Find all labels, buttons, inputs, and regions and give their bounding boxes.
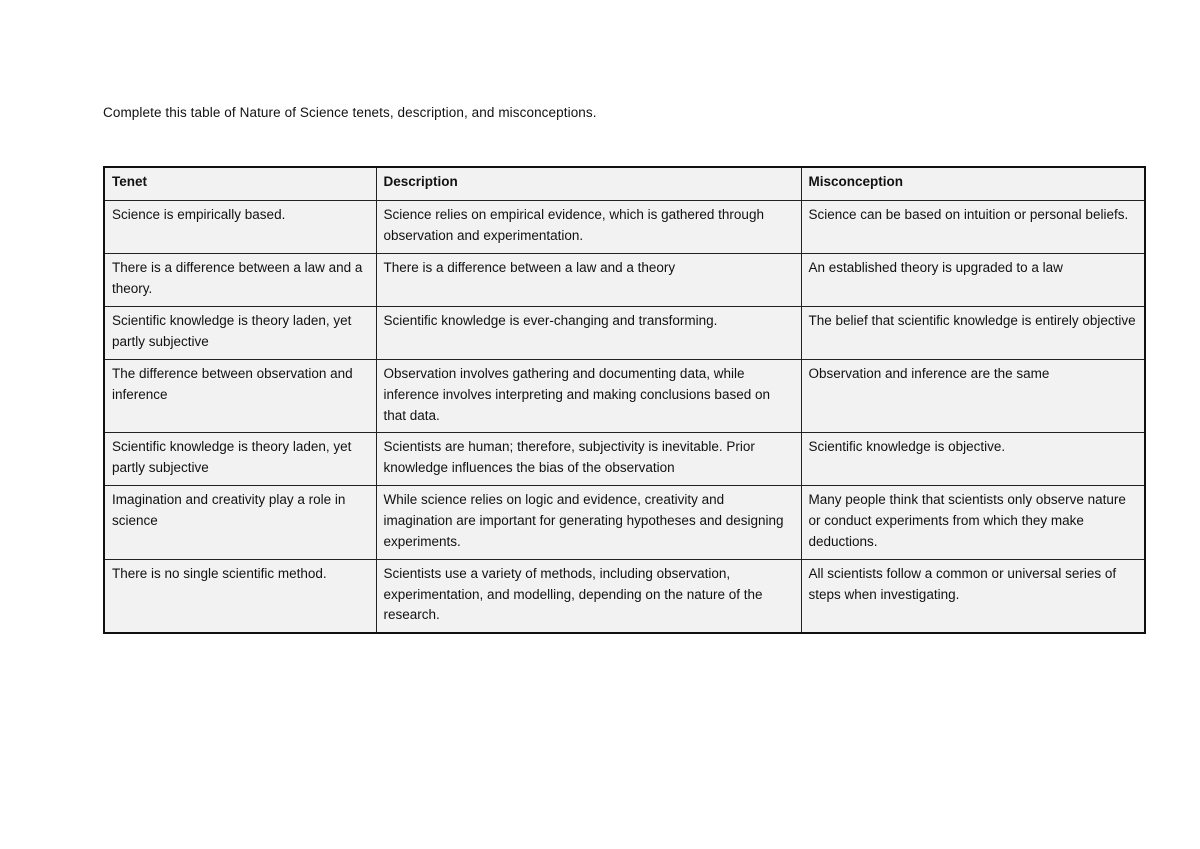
table-row (104, 360, 1145, 433)
table-row (104, 201, 1145, 254)
cell-tenet: Imagination and creativity play a role in science (104, 486, 376, 559)
cell-tenet: Scientific knowledge is theory laden, yet partly subjective (104, 307, 376, 360)
header-misconception: Misconception (801, 167, 1145, 201)
cell-misconception: The belief that scientific knowledge is entirely objective (801, 307, 1145, 360)
cell-misconception: An established theory is upgraded to a law (801, 254, 1145, 307)
cell-description: Science relies on empirical evidence, which is gathered through observation and experimentation. (376, 201, 801, 254)
table-row (104, 433, 1145, 486)
cell-description: There is a difference between a law and a theory (376, 254, 801, 307)
table-row (104, 559, 1145, 633)
cell-description: While science relies on logic and evidence, creativity and imagination are important for generating hypotheses and designing experiments. (376, 486, 801, 559)
table-row (104, 307, 1145, 360)
nature-of-science-table (103, 166, 1146, 634)
cell-tenet: Science is empirically based. (104, 201, 376, 254)
cell-tenet: Scientific knowledge is theory laden, yet partly subjective (104, 433, 376, 486)
table-row (104, 486, 1145, 559)
header-description: Description (376, 167, 801, 201)
cell-description: Observation involves gathering and documenting data, while inference involves interpreting and making conclusions based on that data. (376, 360, 801, 433)
cell-tenet: There is no single scientific method. (104, 559, 376, 633)
cell-tenet: There is a difference between a law and a theory. (104, 254, 376, 307)
cell-tenet: The difference between observation and inference (104, 360, 376, 433)
table-row (104, 254, 1145, 307)
header-tenet: Tenet (104, 167, 376, 201)
cell-description: Scientific knowledge is ever-changing and transforming. (376, 307, 801, 360)
cell-description: Scientists use a variety of methods, including observation, experimentation, and modelling, depending on the nature of the research. (376, 559, 801, 633)
cell-misconception: Scientific knowledge is objective. (801, 433, 1145, 486)
instruction-text: Complete this table of Nature of Science tenets, description, and misconceptions. (103, 105, 597, 120)
cell-misconception: All scientists follow a common or universal series of steps when investigating. (801, 559, 1145, 633)
table-header-row (104, 167, 1145, 201)
cell-misconception: Many people think that scientists only observe nature or conduct experiments from which they make deductions. (801, 486, 1145, 559)
cell-misconception: Science can be based on intuition or personal beliefs. (801, 201, 1145, 254)
cell-misconception: Observation and inference are the same (801, 360, 1145, 433)
cell-description: Scientists are human; therefore, subjectivity is inevitable. Prior knowledge influences the bias of the observation (376, 433, 801, 486)
